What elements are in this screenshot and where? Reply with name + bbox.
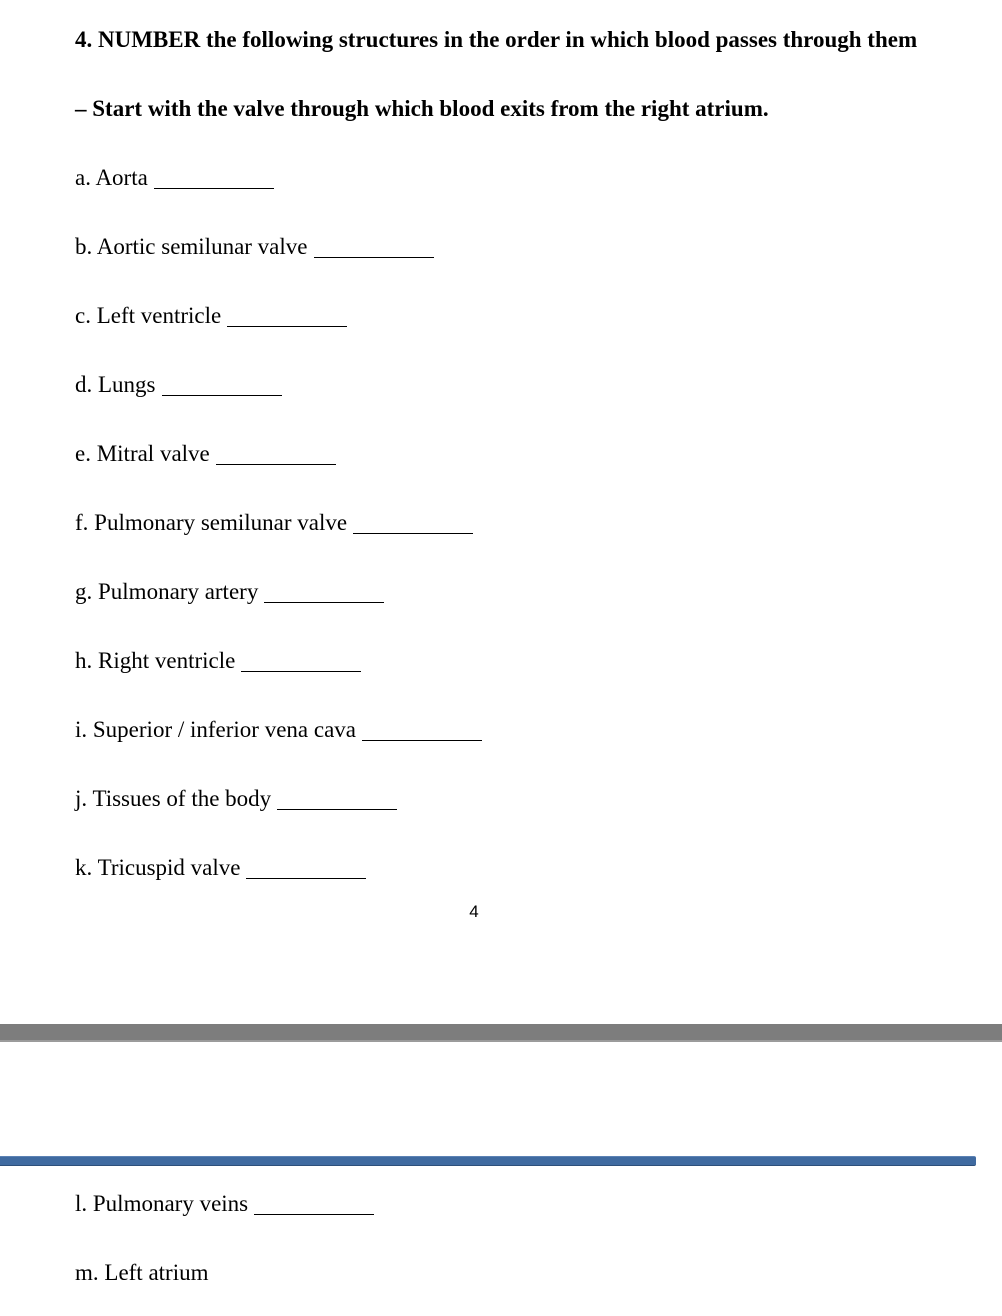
page-number: 4 (469, 902, 479, 921)
item-label: k. Tricuspid valve (75, 855, 241, 880)
item-label: e. Mitral valve (75, 441, 210, 466)
item-label: j. Tissues of the body (75, 786, 272, 811)
list-item-a (75, 163, 274, 193)
item-label: l. Pulmonary veins (75, 1191, 249, 1216)
section-divider-rule (0, 1156, 976, 1166)
answer-blank[interactable] (241, 653, 361, 672)
answer-blank[interactable] (246, 860, 366, 879)
list-item-i (75, 715, 482, 745)
list-item-j (75, 784, 397, 814)
answer-blank[interactable] (254, 1196, 374, 1215)
item-label: b. Aortic semilunar valve (75, 234, 308, 259)
item-label: g. Pulmonary artery (75, 579, 259, 604)
list-item-k (75, 853, 366, 883)
item-label: i. Superior / inferior vena cava (75, 717, 356, 742)
answer-blank[interactable] (353, 515, 473, 534)
list-item-d (75, 370, 282, 400)
item-label: d. Lungs (75, 372, 156, 397)
list-item-c (75, 301, 347, 331)
item-label: a. Aorta (75, 165, 148, 190)
question-instruction: – Start with the valve through which blood exits from the right atrium. (75, 96, 769, 121)
list-item-g (75, 577, 384, 607)
list-item-h (75, 646, 361, 676)
answer-blank[interactable] (216, 446, 336, 465)
item-label: c. Left ventricle (75, 303, 222, 328)
page-break-shadow (0, 1040, 1002, 1042)
list-item-e (75, 439, 336, 469)
answer-blank[interactable] (227, 308, 347, 327)
item-label: h. Right ventricle (75, 648, 236, 673)
answer-blank[interactable] (162, 377, 282, 396)
answer-blank[interactable] (362, 722, 482, 741)
list-item-m (75, 1258, 209, 1288)
list-item-b (75, 232, 434, 262)
list-item-l (75, 1189, 374, 1219)
answer-blank[interactable] (314, 239, 434, 258)
question-heading: 4. NUMBER the following structures in the order in which blood passes through them (75, 27, 918, 52)
answer-blank[interactable] (154, 170, 274, 189)
item-label: f. Pulmonary semilunar valve (75, 510, 348, 535)
answer-blank[interactable] (277, 791, 397, 810)
answer-blank[interactable] (264, 584, 384, 603)
item-label: m. Left atrium (75, 1260, 209, 1285)
list-item-f (75, 508, 473, 538)
